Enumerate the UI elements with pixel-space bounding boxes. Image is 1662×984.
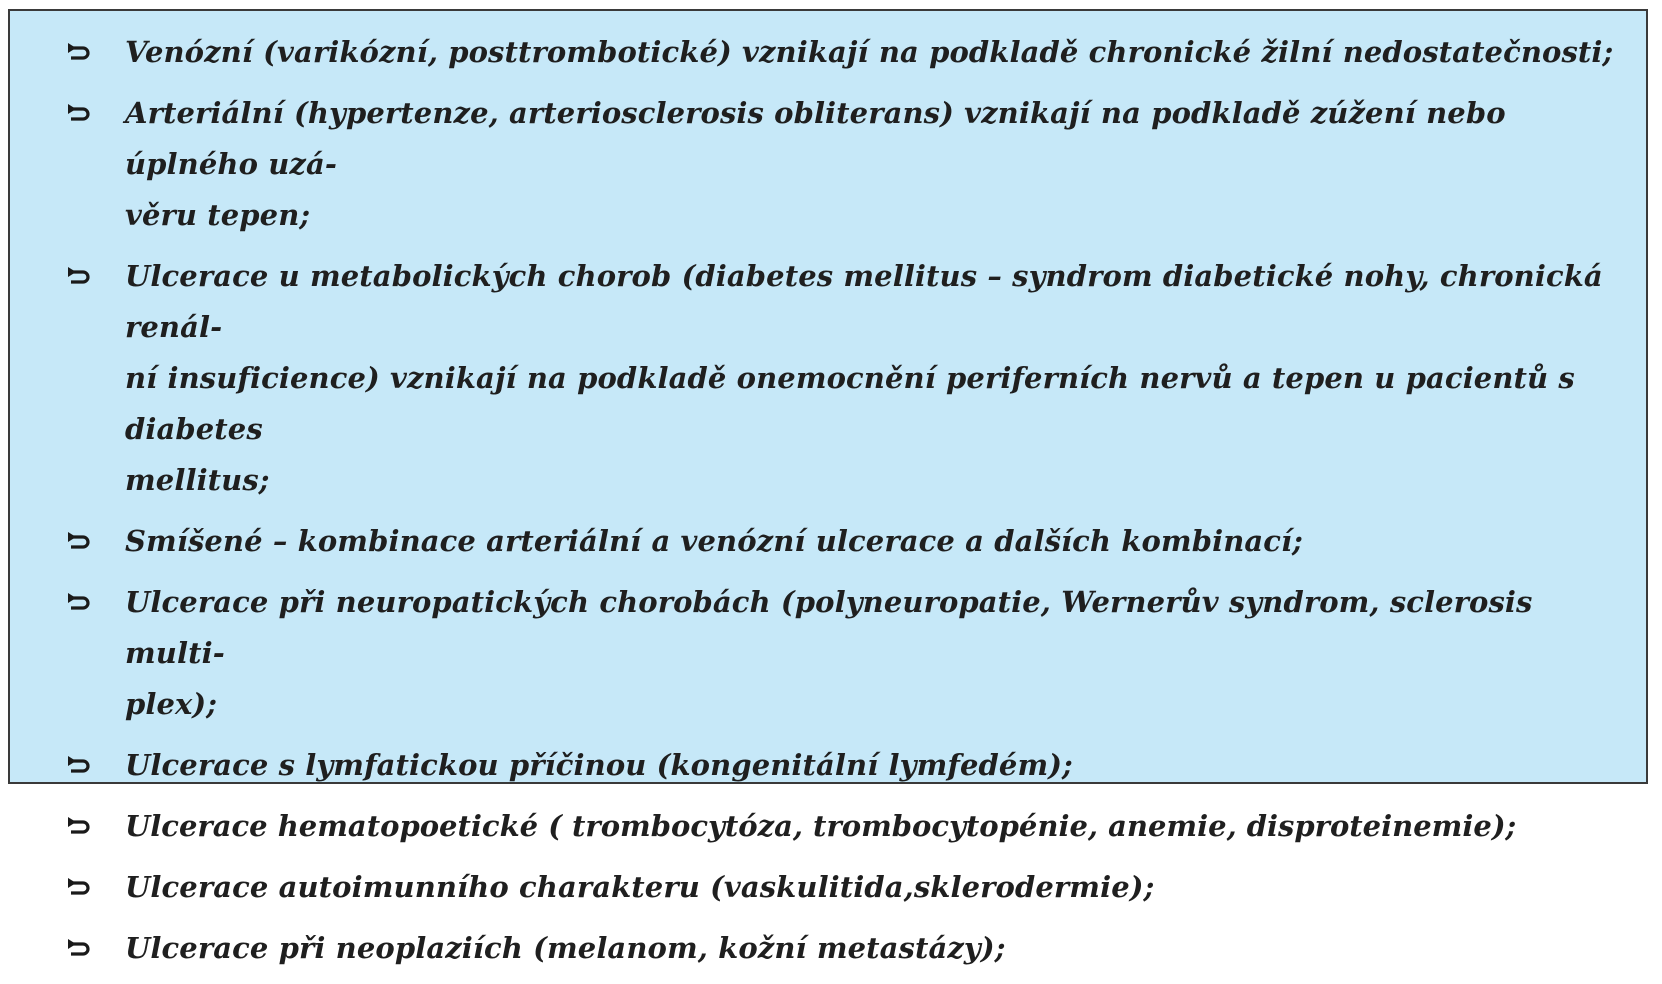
list-item-text: Ulcerace autoimunního charakteru (vaskulitida,sklerodermie); bbox=[125, 870, 1155, 904]
list-item-mixed bbox=[67, 516, 1627, 567]
list-item-text: Venózní (varikózní, posttrombotické) vznikají na podkladě chronické žilní nedostatečnosti; bbox=[125, 35, 1614, 69]
curved-arrow-right-icon bbox=[67, 862, 125, 913]
list-item-lymphatic bbox=[67, 740, 1627, 791]
ulcer-types-box bbox=[8, 9, 1648, 965]
curved-arrow-right-icon bbox=[67, 88, 125, 139]
curved-arrow-right-icon bbox=[67, 516, 125, 567]
list-item-venous bbox=[67, 27, 1627, 78]
curved-arrow-right-icon bbox=[67, 740, 125, 791]
curved-arrow-right-icon bbox=[67, 801, 125, 852]
list-item-text: Ulcerace při neuropatických chorobách (polyneuropatie, Wernerův syndrom, sclerosis multi- plex); bbox=[125, 585, 1533, 721]
list-item-text: Arteriální (hypertenze, arteriosclerosis obliterans) vznikají na podkladě zúžení nebo úplného uzá- věru tepen; bbox=[125, 96, 1506, 232]
list-item-arterial bbox=[67, 88, 1627, 241]
list-item-text: Ulcerace při neoplaziích (melanom, kožní metastázy); bbox=[125, 931, 1006, 965]
ulcer-types-list bbox=[67, 27, 1627, 984]
list-item-hematopoietic bbox=[67, 801, 1627, 852]
list-item-text: Ulcerace hematopoetické ( trombocytóza, trombocytopénie, anemie, disproteinemie); bbox=[125, 809, 1517, 843]
list-item-text: Ulcerace s lymfatickou příčinou (kongenitální lymfedém); bbox=[125, 748, 1073, 782]
curved-arrow-right-icon bbox=[67, 577, 125, 628]
list-item-neoplastic bbox=[67, 923, 1627, 974]
curved-arrow-right-icon bbox=[67, 923, 125, 974]
curved-arrow-right-icon bbox=[67, 251, 125, 302]
list-item-metabolic bbox=[67, 251, 1627, 506]
list-item-text: Smíšené – kombinace arteriální a venózní ulcerace a dalších kombinací; bbox=[125, 524, 1303, 558]
list-item-text: Ulcerace u metabolických chorob (diabetes mellitus – syndrom diabetické nohy, chronická renál- ní insuficience) vznikají na podkladě onemocnění periferních nervů a tepen u pacientů s diabetes mellitus; bbox=[125, 259, 1603, 497]
curved-arrow-right-icon bbox=[67, 27, 125, 78]
list-item-neuropathic bbox=[67, 577, 1627, 730]
list-item-autoimmune bbox=[67, 862, 1627, 913]
